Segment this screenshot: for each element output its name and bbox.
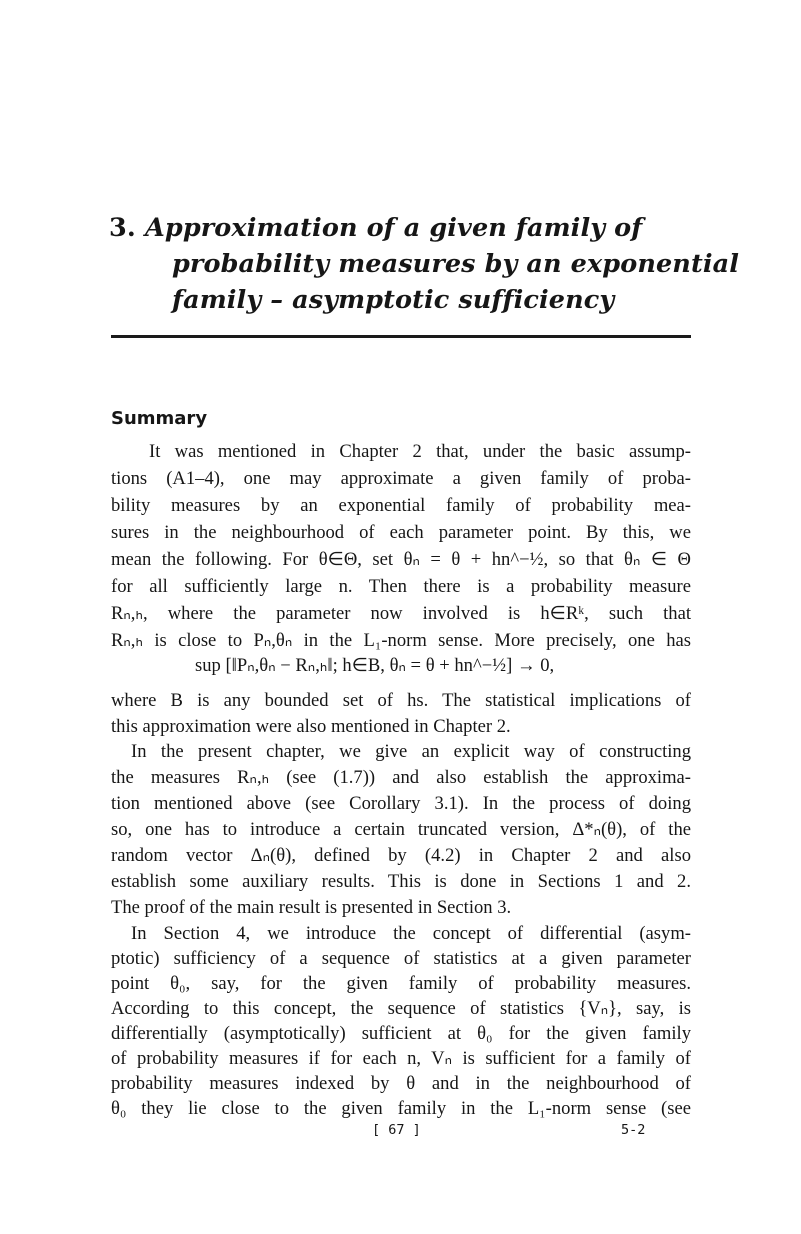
section-heading: Summary	[111, 408, 208, 429]
text-line: Rₙ,ₕ, where the parameter now involved is h∈Rᵏ, such that	[111, 603, 691, 624]
text-line: probability measures indexed by θ and in the neighbourhood of	[111, 1073, 691, 1094]
chapter-number: 3.	[109, 213, 136, 243]
text-line: tions (A1–4), one may approximate a given family of proba-	[111, 468, 691, 489]
text-line: In Section 4, we introduce the concept of differential (asym-	[131, 923, 691, 944]
text-line: the measures Rₙ,ₕ (see (1.7)) and also establish the approxima-	[111, 767, 691, 788]
text-line: ptotic) sufficiency of a sequence of statistics at a given parameter	[111, 948, 691, 969]
text-line: random vector Δₙ(θ), defined by (4.2) in Chapter 2 and also	[111, 845, 691, 866]
text-line: According to this concept, the sequence of statistics {Vₙ}, say, is	[111, 998, 691, 1019]
text-line: In the present chapter, we give an explicit way of constructing	[131, 741, 691, 762]
page-number: [ 67 ]	[372, 1122, 421, 1138]
text-line: this approximation were also mentioned in Chapter 2.	[111, 716, 511, 737]
text-line: where B is any bounded set of hs. The statistical implications of	[111, 690, 691, 711]
signature-mark: 5-2	[621, 1122, 646, 1138]
text-line: It was mentioned in Chapter 2 that, under the basic assump-	[149, 441, 691, 462]
text-line: differentially (asymptotically) sufficient at θ₀ for the given family	[111, 1023, 691, 1044]
text-line: establish some auxiliary results. This is done in Sections 1 and 2.	[111, 871, 691, 892]
text-line: of probability measures if for each n, Vₙ is sufficient for a family of	[111, 1048, 691, 1069]
chapter-title-line: probability measures by an exponential	[172, 249, 740, 279]
title-rule	[111, 335, 691, 338]
text-line: point θ₀, say, for the given family of probability measures.	[111, 973, 691, 994]
text-line: Rₙ,ₕ is close to Pₙ,θₙ in the L₁-norm sense. More precisely, one has	[111, 630, 691, 651]
text-line: bility measures by an exponential family of probability mea-	[111, 495, 691, 516]
text-line: for all sufficiently large n. Then there is a probability measure	[111, 576, 691, 597]
chapter-title-line: family – asymptotic sufficiency	[172, 285, 615, 315]
text-line: tion mentioned above (see Corollary 3.1). In the process of doing	[111, 793, 691, 814]
display-equation: sup [‖Pₙ,θₙ − Rₙ,ₕ‖; h∈B, θₙ = θ + hn^−½] → 0,	[195, 655, 555, 676]
text-line: θ₀ they lie close to the given family in the L₁-norm sense (see	[111, 1098, 691, 1119]
text-line: mean the following. For θ∈Θ, set θₙ = θ + hn^−½, so that θₙ ∈ Θ	[111, 549, 691, 570]
chapter-title-line: Approximation of a given family of	[145, 213, 643, 243]
text-line: so, one has to introduce a certain truncated version, Δ*ₙ(θ), of the	[111, 819, 691, 840]
text-line: sures in the neighbourhood of each parameter point. By this, we	[111, 522, 691, 543]
text-line: The proof of the main result is presented in Section 3.	[111, 897, 512, 918]
